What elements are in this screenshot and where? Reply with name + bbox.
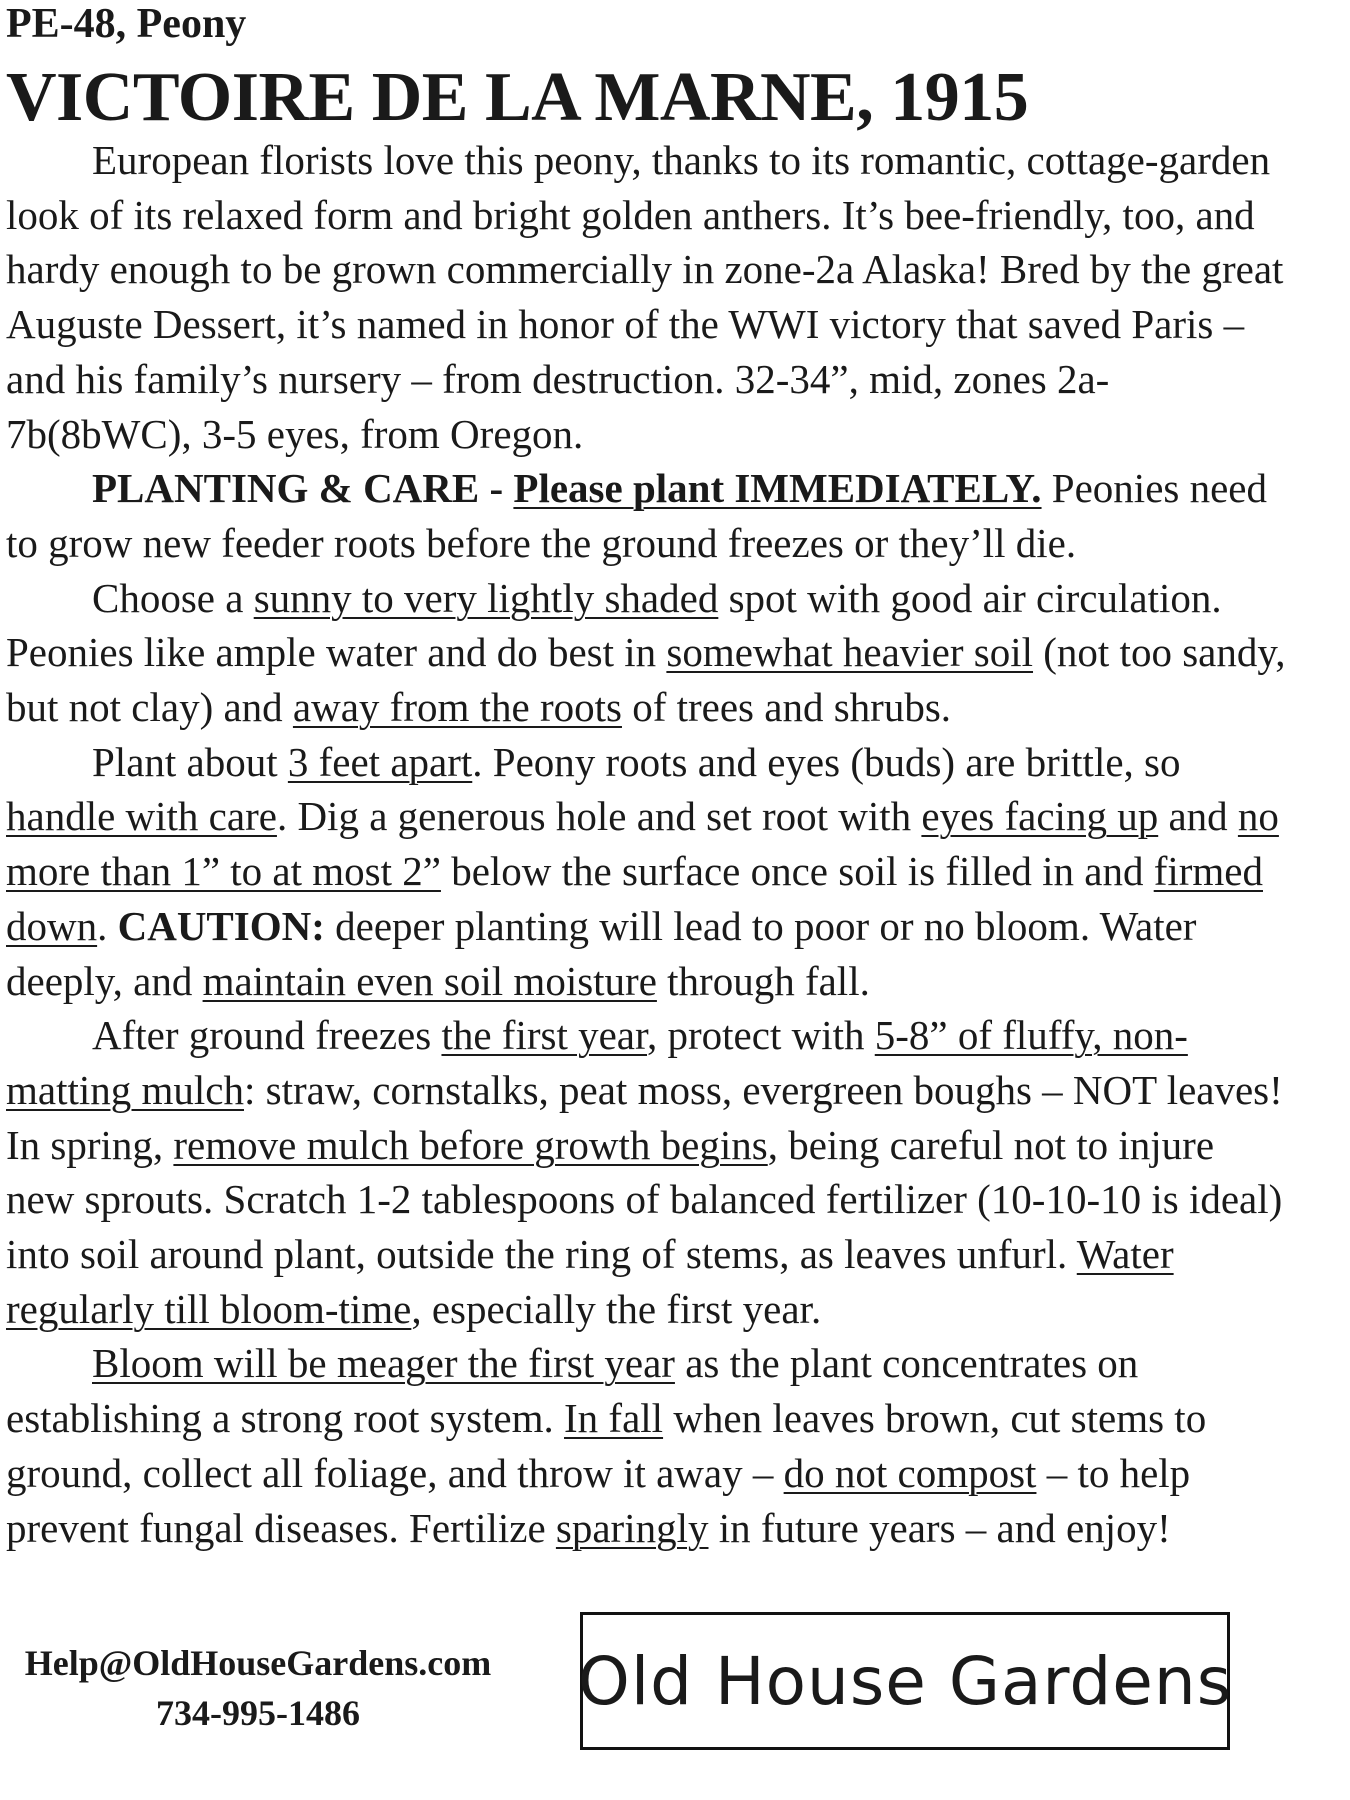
site-text: spot with good air circulation. Peonies like ample water and do best in [6,574,1222,676]
variety-title: VICTOIRE DE LA MARNE, 1915 [6,59,1029,136]
site-text: of trees and shrubs. [621,684,952,731]
plant-text: through fall. [656,957,870,1004]
intro-paragraph: European florists love this peony, thanks to its romantic, cottage-garden look of its relaxed form and bright golden anthers. It’s bee-friendly, too, and hardy enough to be grown commercially in zone-2a Alaska! Bred by the great Auguste Dessert, it’s named in honor of the WWI victory that saved Paris – and his family’s nursery – from destruction. 32-34”, mid, zones 2a-7b(8bWC), 3-5 eyes, from Oregon. [6,137,1284,457]
plant-emphasis: maintain even soil moisture [202,957,657,1004]
after-emphasis: Water regularly till bloom-time [6,1231,1174,1332]
plant-text: Plant about [92,738,288,785]
site-emphasis: away from the roots [292,684,622,731]
after-emphasis: remove mulch before growth begins [173,1121,768,1168]
plant-text: and [1158,793,1238,840]
bloom-text: as the plant concentrates on establishing a strong root system. [6,1340,1139,1442]
after-text: , especially the first year. [411,1285,822,1332]
site-text: Choose a [92,574,254,621]
plant-emphasis: firmed down [6,848,1263,949]
plant-text: deeper planting will lead to poor or no bloom. Water deeply, and [6,902,1197,1004]
bloom-emphasis: sparingly [555,1504,709,1551]
site-emphasis: sunny to very lightly shaded [253,574,719,621]
plant-text: . [97,902,118,949]
bloom-text: when leaves brown, cut stems to ground, collect all foliage, and throw it away – [6,1395,1207,1496]
site-text: (not too sandy, but not clay) and [6,629,1286,731]
planting-paragraph [6,461,1286,570]
plant-paragraph [6,735,1286,1009]
caution-label: CAUTION: [117,902,325,949]
plant-text: . Peony roots and eyes (buds) are brittle, so [472,738,1181,785]
bloom-emphasis: Bloom will be meager the first year [92,1340,675,1387]
after-emphasis: 5-8” of fluffy, non-matting mulch [6,1012,1188,1113]
plant-emphasis: handle with care [6,793,277,840]
after-paragraph [6,1008,1286,1336]
site-emphasis: somewhat heavier soil [666,629,1034,676]
bloom-paragraph [6,1336,1286,1555]
after-text: , being careful not to injure new sprouts. Scratch 1-2 tablespoons of balanced fertilizer (10-10-10 is ideal) into soil around plant, outside the ring of stems, as leaves unfurl. [6,1121,1283,1278]
after-emphasis: the first year [441,1012,648,1059]
plant-emphasis: no more than 1” to at most 2” [6,793,1279,895]
logo-wordmark: Old House Gardens [577,1642,1233,1720]
after-text: : straw, cornstalks, peat moss, evergreen boughs – NOT leaves! In spring, [6,1066,1283,1168]
product-code: PE-48, Peony [6,1,247,47]
after-text: , protect with [647,1012,875,1059]
bloom-text: – to help prevent fungal diseases. Fertilize [6,1449,1191,1551]
bloom-text: in future years – and enjoy! [708,1504,1171,1551]
contact-phone[interactable]: 734-995-1486 [156,1693,360,1733]
planting-text: Peonies need to grow new feeder roots before the ground freezes or they’ll die. [6,465,1267,566]
plant-emphasis: eyes facing up [921,793,1159,840]
plant-text: . Dig a generous hole and set root with [276,793,922,840]
planting-heading: PLANTING & CARE - [92,465,504,512]
bloom-emphasis: In fall [564,1395,664,1442]
care-instructions [6,133,1286,1555]
contact-block [8,1638,508,1738]
plant-immediately-note: Please plant IMMEDIATELY. [513,465,1042,512]
contact-email[interactable]: Help@OldHouseGardens.com [24,1643,492,1683]
brand-logo [577,1612,1233,1750]
plant-text: below the surface once soil is filled in and [440,848,1154,895]
bloom-emphasis: do not compost [783,1449,1037,1496]
plant-emphasis: 3 feet apart [287,738,473,785]
site-paragraph [6,571,1286,735]
after-text: After ground freezes [92,1012,442,1059]
